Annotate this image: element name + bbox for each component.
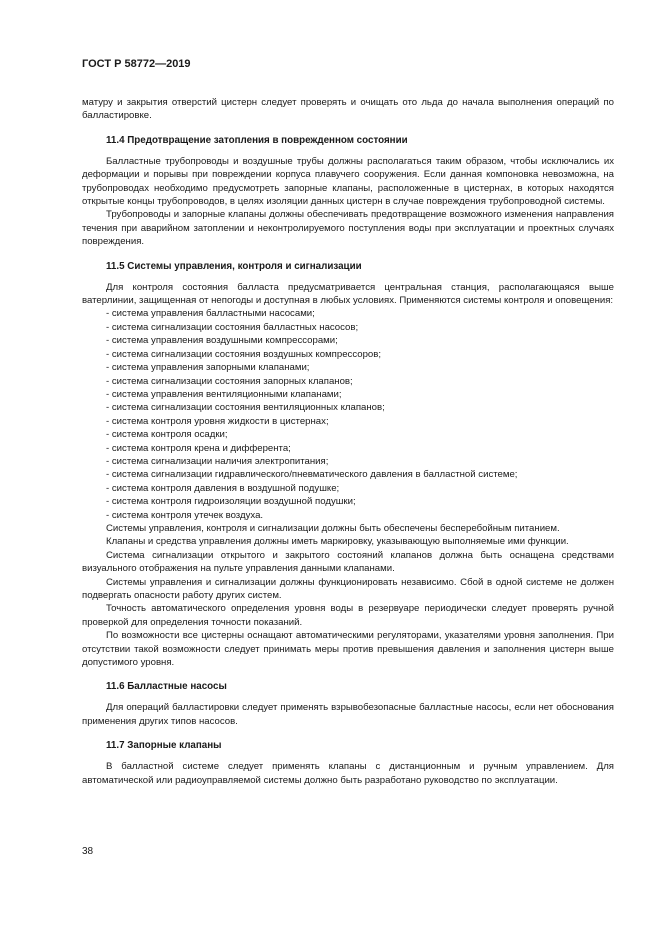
section-11-6-title: 11.6 Балластные насосы xyxy=(106,681,227,693)
section-11-5-paragraph-2: Системы управления, контроля и сигнализации должны быть обеспечены бесперебойным питанием. xyxy=(106,522,560,534)
list-item: - система сигнализации состояния воздушных компрессоров; xyxy=(82,348,614,361)
section-11-5-title: 11.5 Системы управления, контроля и сигнализации xyxy=(106,260,362,272)
list-item: - система сигнализации гидравлического/пневматического давления в балластной системе; xyxy=(82,468,614,481)
section-11-7-title: 11.7 Запорные клапаны xyxy=(106,740,222,752)
list-item: - система контроля давления в воздушной подушке; xyxy=(82,482,614,495)
list-item: - система сигнализации состояния вентиляционных клапанов; xyxy=(82,401,614,414)
intro-paragraph: матуру и закрытия отверстий цистерн следует проверять и очищать ото льда до начала выполнения операций по балластировке. xyxy=(82,97,614,122)
document-page xyxy=(82,58,614,787)
section-11-5-paragraph-5: Системы управления и сигнализации должны функционировать независимо. Сбой в одной системе не должен подвергать опасности работу других систем. xyxy=(82,576,614,601)
list-item: - система контроля уровня жидкости в цистернах; xyxy=(82,415,614,428)
list-item: - система сигнализации состояния запорных клапанов; xyxy=(82,375,614,388)
page-number: 38 xyxy=(82,846,94,857)
list-item: - система управления воздушными компрессорами; xyxy=(82,334,614,347)
list-item: - система контроля осадки; xyxy=(82,428,614,441)
list-item: - система сигнализации наличия электропитания; xyxy=(82,455,614,468)
section-11-6-paragraph-1: Для операций балластировки следует применять взрывобезопасные балластные насосы, если нет обоснования применения других типов насосов. xyxy=(82,702,614,727)
list-item: - система контроля утечек воздуха. xyxy=(82,509,614,522)
section-11-4-title: 11.4 Предотвращение затопления в поврежденном состоянии xyxy=(106,134,408,146)
section-11-4-paragraph-1: Балластные трубопроводы и воздушные трубы должны располагаться таким образом, чтобы исключались их деформации и порывы при повреждении корпуса плавучего сооружения. Если данная компоновка невозможна, на трубопроводах необходимо предусмотреть запорные клапаны, расположенные в цистернах, в которых находятся открытые концы трубопроводов, в целях изоляции данных цистерн в случае повреждения трубопроводной системы. xyxy=(82,155,614,208)
section-11-5-paragraph-7: По возможности все цистерны оснащают автоматическими регуляторами, указателями уровня заполнения. При отсутствии такой возможности следует принимать меры против превышения давления и заполнения цистерн выше допустимого уровня. xyxy=(82,630,614,669)
list-item: - система управления запорными клапанами; xyxy=(82,361,614,374)
section-11-4-paragraph-2: Трубопроводы и запорные клапаны должны обеспечивать предотвращение возможного изменения направления течения при аварийном затоплении и неконтролируемого поступления воды при эксплуатации и проектных случаях повреждения. xyxy=(82,209,614,248)
section-11-5-paragraph-6: Точность автоматического определения уровня воды в резервуаре периодически следует проверять ручной проверкой для определения точности показаний. xyxy=(82,603,614,628)
list-item: - система управления вентиляционными клапанами; xyxy=(82,388,614,401)
list-item: - система управления балластными насосами; xyxy=(82,307,614,320)
section-11-7-paragraph-1: В балластной системе следует применять клапаны с дистанционным и ручным управлением. Для автоматической или радиоуправляемой системы должно быть разработано руководство по эксплуатации. xyxy=(82,761,614,786)
section-11-5-paragraph-3: Клапаны и средства управления должны иметь маркировку, указывающую выполняемые ими функции. xyxy=(106,536,569,548)
systems-list xyxy=(82,307,614,522)
list-item: - система контроля крена и дифферента; xyxy=(82,442,614,455)
section-11-5-paragraph-4: Система сигнализации открытого и закрытого состояний клапанов должна быть оснащена средствами визуального отображения на пульте управления данными клапанами. xyxy=(82,549,614,575)
document-header: ГОСТ Р 58772—2019 xyxy=(82,58,191,70)
list-item: - система контроля гидроизоляции воздушной подушки; xyxy=(82,495,614,508)
section-11-5-paragraph-1: Для контроля состояния балласта предусматривается центральная станция, располагающаяся выше ватерлинии, защищенная от непогоды и доступная в любых условиях. Применяются системы контроля и оповещения: xyxy=(82,281,614,307)
list-item: - система сигнализации состояния балластных насосов; xyxy=(82,321,614,334)
